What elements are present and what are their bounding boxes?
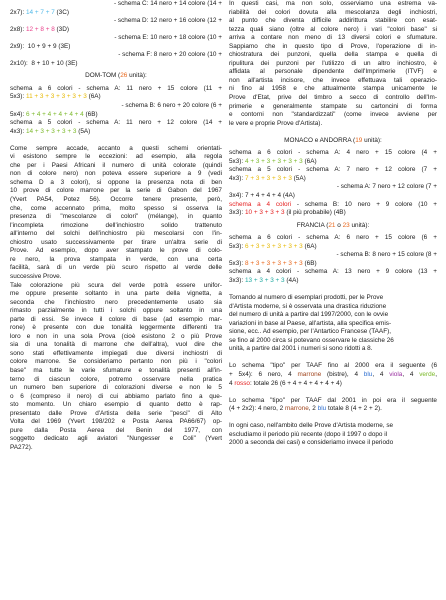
text-line (229, 380, 437, 389)
paragraph-line: 10 prove di colore marrone per la serie di Gabon del 1967 (10, 187, 222, 195)
text-line (10, 26, 222, 35)
text-run: totale 8 (4 + 2 + 2). (326, 405, 382, 413)
text-line (229, 192, 437, 201)
paragraph-line: In questi casi, ma non solo, osserviamo una estrema va- (229, 0, 437, 7)
paragraph-line: non all'artista incisore, che invece effettuava tali operazio- (229, 76, 437, 84)
text-line: del numero di unità a partire dal 1997/2000, con le ovvie (229, 311, 389, 319)
paragraph-line: (Yvert PA54, Potez 56). Occorre tenere presente, però, (10, 196, 222, 204)
text-line: escludiamo il periodo più recente (dopo il 1997 o dopo il (229, 430, 388, 438)
colored-text: 12 + 8 + 8 (25, 25, 55, 33)
text-line: d'Artista moderne, si è osservata una drastica riduzione (229, 302, 387, 310)
paragraph-line: arriva a contare non meno di 13 diversi colori e sfumature. (229, 34, 437, 42)
text-line: - schema D: 12 nero + 16 colore (12 + (114, 17, 222, 25)
text-line (10, 9, 222, 18)
paragraph-line: sono stati effettivamente impiegati due diversi inchiostri di (10, 349, 222, 357)
paragraph-line: ni fino al 1958 e che attualmente stampa unicamente le (229, 85, 437, 93)
paragraph-line: ripulitura dei punzoni per l'utilizzo di un altro inchiostro, è (229, 59, 437, 67)
text-line: schema a 5 colori - schema A: 7 nero + 12 colore (7 + (229, 166, 437, 174)
paragraph-line: all'interno del solchi dell'inchiostro più mescolarsi con l'in- (10, 230, 222, 238)
paragraph-line: chiostratura dei punzoni, quella della stampa e quella di (229, 51, 437, 59)
text-line: schema a 4 colori - schema A: 13 nero + 9 colore (13 + (229, 268, 437, 276)
paragraph-line: facilità, sarà di un verde più scuro rispetto al verde delle (10, 264, 222, 272)
colored-text: 14 + 7 + 7 (25, 8, 55, 16)
text-run: : totale 26 (6 + 4 + 4 + 4 + 4 + 4) (249, 379, 342, 387)
text-line: se fino al 2000 circa si potevano osservare le classiche 26 (229, 336, 394, 344)
paragraph-line: schema D a 3 colori), si oppone la presenza nota di ben (10, 178, 222, 186)
colored-text: blu (363, 370, 373, 378)
text-run: (3D) (54, 25, 69, 33)
text-line (229, 362, 437, 371)
text-line (10, 128, 222, 137)
paragraph-modern-proofs (229, 422, 437, 448)
text-line: schema a 5 colori - schema A: 11 nero + 12 colore (14 + (10, 119, 222, 127)
paragraph-line: vi esistono sempre le eccezioni: ad esempio, alla regola (10, 153, 222, 161)
text-line (10, 60, 222, 69)
paragraph-line: l'incompleta rimozione dell'inchiostro solido trattenuto (10, 221, 222, 229)
text-line: schema a 6 colori - schema A: 4 nero + 15 colore (4 + (229, 149, 437, 157)
paragraph-line: affidata al personale dipendente dell'Imprimerie (ITVF) e (229, 68, 437, 76)
colored-text: 10 + 3 + 3 + 3 (244, 209, 285, 217)
colored-text: 19 (355, 136, 363, 144)
text-line: Tornando al numero di esemplari prodotti, per le Prove (229, 294, 384, 302)
text-run: + 5x4): 6 nero, 4 (229, 370, 298, 378)
text-run: Lo schema "tipo" per TAAF fino al 2000 era il seguente (6 (229, 362, 437, 370)
text-run: o (335, 221, 343, 229)
text-run: (3C) (54, 8, 69, 16)
paragraph-line: primerie e generalmente stampate su cartoncini di forma (229, 102, 437, 110)
paragraph-line: pure dalla Posta Aerea del Benin del 1977, con (10, 426, 222, 434)
paragraph-line: tezza quali siano (oltre al colore nero) i vari "colori base" si (229, 25, 437, 33)
text-run: (4 + 2x2): 4 nero, 2 (229, 405, 285, 413)
text-run: 2x10): 8 + 10 + 10 (3E) (10, 59, 78, 67)
text-line (229, 260, 437, 269)
text-run: 3x3): (229, 276, 245, 284)
paragraph-taaf-schema-old (229, 362, 437, 388)
text-run: 5x3): (229, 242, 245, 250)
text-run: 5x4): (10, 110, 26, 118)
paragraph-line: base" ma tutte le varie sfumature e tonalità presenti all'in- (10, 366, 222, 374)
paragraph-reduction (229, 294, 437, 354)
paragraph-line: presentato dalle Prove d'Artista della serie "pesci" di Alto (10, 409, 222, 417)
schema-list-continued (10, 0, 222, 68)
text-run: (6B) (302, 259, 317, 267)
paragraph-line: sto momento. Un chiaro esempio di quanto detto è rap- (10, 401, 222, 409)
text-line (229, 397, 437, 406)
text-run: 2x7): (10, 8, 26, 16)
paragraph-line: rone) è presente con due tonalità leggermente differenti tra (10, 324, 222, 332)
paragraph-color-variation (10, 282, 222, 453)
colored-text: 13 + 3 + 3 + 3 (244, 276, 285, 284)
right-column (229, 0, 437, 448)
text-run: , (435, 370, 437, 378)
text-run: , 4 (402, 370, 420, 378)
text-run: 5x3): (229, 157, 245, 165)
paragraph-line: Come sempre accade, accanto a questi schemi orientati- (10, 144, 222, 152)
text-run: - schema B: 10 nero + 9 colore (10 + (291, 200, 437, 208)
text-run: (6A) (302, 242, 317, 250)
paragraph-line: Prove. Ad esempio, dopo aver stampato le prove di colo- (10, 247, 222, 255)
colored-text: rosso (234, 379, 250, 387)
text-run: (il più probabile) (4B) (284, 209, 346, 217)
section-heading-dom-tom (10, 72, 222, 81)
text-run: 4x3): (10, 127, 26, 135)
text-line: - schema F: 8 nero + 20 colore (10 + (118, 51, 222, 59)
text-run: (6A) (86, 93, 101, 101)
paragraph-line: e contorni non "standardizzati" (come invece avviene per (229, 111, 437, 119)
text-line: unità, a partire dal 2001 i numeri si sono ridotti a 8. (229, 345, 373, 353)
text-line (229, 201, 437, 210)
text-line: - schema E: 10 nero + 18 colore (10 + (114, 34, 222, 42)
paragraph-line: le vere e proprie Prove d'Artista). (229, 119, 323, 127)
paragraph-line: re nero, la prova stampata in verde, con una certa (10, 255, 222, 263)
paragraph-line: terno di ciascun colore, potremo osservare nella pratica (10, 375, 222, 383)
paragraph-line: Prove d'Etat, prive del timbro a secco di controllo dell'Im- (229, 94, 437, 102)
colored-text: 26 (120, 72, 128, 80)
paragraph-line: che per i Paesi Africani il numero di unità colorate (quindi (10, 161, 222, 169)
colored-text: 23 (342, 221, 350, 229)
section-heading-monaco-andorra (229, 137, 437, 146)
paragraph-line: Sappiamo che in questo tipo di Prove, l'operazione di in- (229, 42, 437, 50)
schema-list-monaco (229, 149, 437, 217)
text-run: 5x3): (10, 93, 26, 101)
colored-text: blu (317, 405, 327, 413)
text-run: FRANCIA ( (296, 221, 329, 229)
text-run: MONACO e ANDORRA ( (284, 136, 356, 144)
schema-list-francia (229, 234, 437, 285)
text-run: , 4 (372, 370, 390, 378)
text-run: 5x3): (229, 259, 245, 267)
text-line (10, 43, 222, 52)
paragraph-line: PA272). (10, 443, 33, 451)
text-run: unità): (362, 136, 382, 144)
text-line: - schema B: 8 nero + 15 colore (8 + (336, 251, 437, 259)
text-run: (6B) (83, 110, 98, 118)
paragraph-line: o 6 (compreso il nero) di cui abbiamo parlato fino a que- (10, 392, 222, 400)
paragraph-exceptions (10, 145, 222, 282)
text-run: 4 (229, 379, 235, 387)
paragraph-line: Tale colorazione più scura del verde potrà essere unifor- (10, 281, 222, 289)
colored-text: verde (419, 370, 436, 378)
text-run: (6A) (302, 157, 317, 165)
paragraph-line: un numero ben superiore di colorazioni diverse e non le 5 (10, 384, 222, 392)
paragraph-line: me oppure presente soltanto in una parte della vignetta, a (10, 290, 222, 298)
paragraph-line: presenza di "mescolanze di colori" (mélange), in quanto (10, 213, 222, 221)
text-run: (5A) (291, 174, 306, 182)
text-line: variazioni in base al Paese, all'artista, alla specifica emis- (229, 319, 392, 327)
text-run: 2x8): (10, 25, 26, 33)
colored-text: viola (389, 370, 403, 378)
text-line (229, 371, 437, 380)
paragraph-ink-mixing (229, 0, 437, 128)
text-run: , 2 (308, 405, 318, 413)
text-line: schema a 6 colori - schema A: 11 nero + 15 colore (11 + (10, 84, 222, 92)
text-line: - schema C: 14 nero + 14 colore (14 + (114, 0, 222, 7)
paragraph-line: non di colore nero) non poteva essere superiore a 9 (vedi (10, 170, 222, 178)
paragraph-line: soggetto dedicato agli aviatori "Nungesser e Coli" (Yvert (10, 435, 222, 443)
colored-text: 6 + 3 + 3 + 3 + 3 + 3 (244, 242, 303, 250)
text-run: (bistre), 4 (321, 370, 364, 378)
paragraph-line: chiostro usato successivamente per tirare un'altra serie di (10, 238, 222, 246)
colored-text: 21 (328, 221, 336, 229)
paragraph-line: rimasto parzialmente in tutti i solchi oppure soltanto in una (10, 307, 222, 315)
paragraph-taaf-schema-new (229, 397, 437, 414)
text-run: unità): (127, 72, 147, 80)
text-line (229, 243, 437, 252)
colored-text: marrone (284, 405, 309, 413)
text-line (10, 111, 222, 120)
section-heading-francia (229, 222, 437, 231)
paragraph-line: colore marrone. Se consideriamo pertanto non più i "colori (10, 358, 222, 366)
text-line (229, 209, 437, 218)
text-line: 2000 a seconda dei casi) e consideriamo invece il periodo (229, 439, 394, 447)
text-run: Lo schema "tipo" per TAAF dal 2001 in poi era il seguente (229, 396, 437, 404)
text-line (10, 93, 222, 102)
colored-text: 4 + 3 + 3 + 3 + 3 + 3 (244, 157, 303, 165)
colored-text: 8 + 3 + 3 + 3 + 3 + 3 (244, 259, 303, 267)
colored-text: 14 + 3 + 3 + 3 + 3 (25, 127, 77, 135)
paragraph-line: Volta del 1969 (Yvert 198/202 e Posta Aerea PA66/67) op- (10, 418, 222, 426)
text-run: 4x3): (229, 174, 245, 182)
paragraph-line: sia di una tonalità di marrone che dell'altra), vuol dire che (10, 341, 222, 349)
text-line (229, 277, 437, 286)
colored-text: 11 + 3 + 3 + 3 + 3 + 3 (25, 93, 87, 101)
paragraph-line: seconda che l'inchiostro nero precedentemente usato sia (10, 298, 222, 306)
text-line (229, 158, 437, 167)
colored-text: 7 + 3 + 3 + 3 + 3 (244, 174, 292, 182)
colored-text: schema a 4 colori (229, 200, 292, 208)
colored-text: marrone (297, 370, 322, 378)
text-run: 3x4): 7 + 4 + 4 + 4 (4A) (229, 192, 295, 200)
paragraph-line: successive Prove. (10, 272, 62, 280)
text-line: - schema B: 6 nero + 20 colore (6 + (121, 102, 222, 110)
left-column (10, 0, 222, 452)
paragraph-line: riabilità dei colori dovuta alla mescolanza degli inchiostri, (229, 8, 437, 16)
text-line: schema a 6 colori - schema A: 6 nero + 15 colore (6 + (229, 234, 437, 242)
text-line: - schema A: 7 nero + 12 colore (7 + (336, 183, 437, 191)
text-line: sione, ecc.. Ad esempio, per l'Antartico Francese (TAAF), (229, 328, 391, 336)
schema-list-dom-tom (10, 85, 222, 136)
text-run: unità): (349, 221, 370, 229)
text-run: (4A) (284, 276, 299, 284)
text-line (229, 175, 437, 184)
text-line: In ogni caso, nell'ambito delle Prove d'Artista moderne, se (229, 422, 394, 430)
text-line (229, 405, 437, 414)
text-run: 3x3): (229, 209, 245, 217)
text-run: (5A) (76, 127, 91, 135)
paragraph-line: parte di essi. Se invece il colore di base (ad esempio mar- (10, 315, 222, 323)
text-run: 2x9): 10 + 9 + 9 (3E) (10, 42, 71, 50)
paragraph-line: che, come accennato prima, molto spesso si osserva la (10, 204, 222, 212)
paragraph-line: al punto che diventa difficile addirittura stabilire con esat- (229, 17, 437, 25)
text-run: DOM-TOM ( (85, 72, 121, 80)
paragraph-line: loro e non in una sola Prova (cioè esistono 2 o più Prove (10, 332, 222, 340)
colored-text: 6 + 4 + 4 + 4 + 4 + 4 (25, 110, 84, 118)
